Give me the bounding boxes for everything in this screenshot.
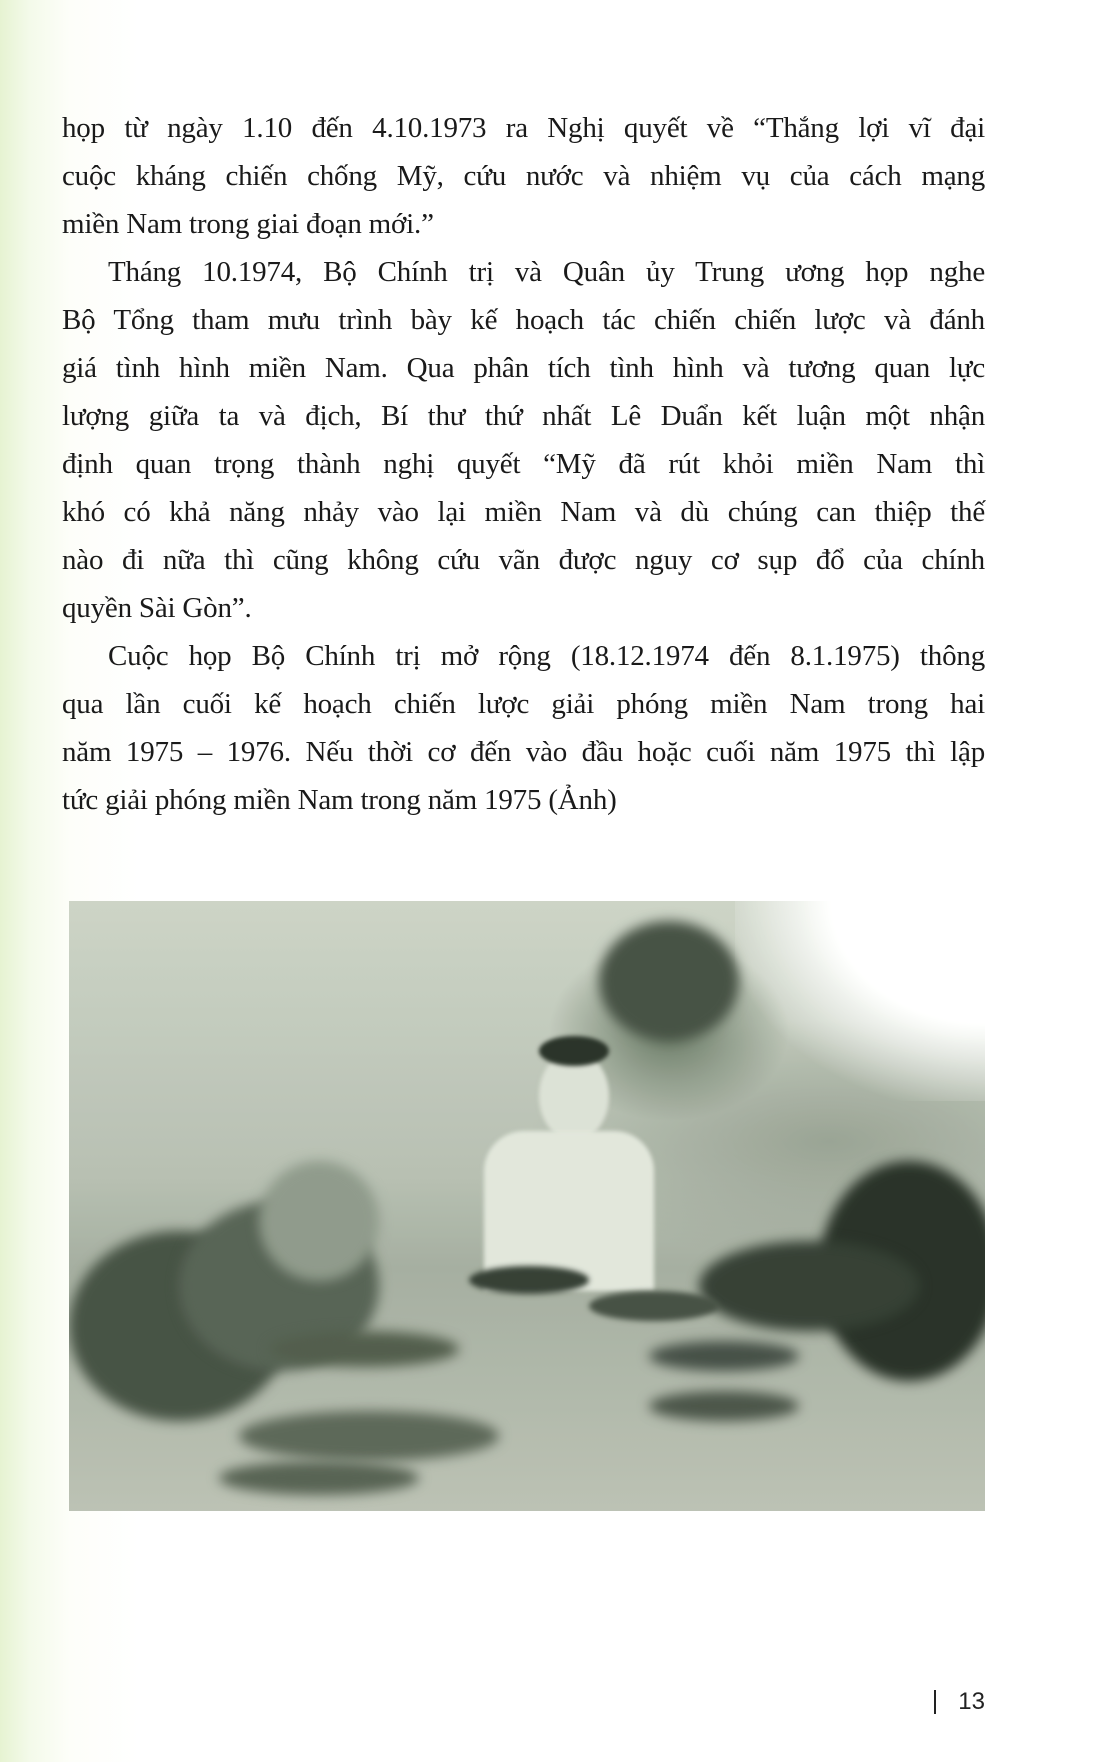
text-line: miền Nam trong giai đoạn mới.” [62, 208, 434, 240]
text-line: giá tình hình miền Nam. Qua phân tích tình hình và tương quan lực [62, 352, 985, 384]
text-line: quyền Sài Gòn”. [62, 592, 252, 624]
photo-figure [259, 1161, 379, 1281]
text-line: họp từ ngày 1.10 đến 4.10.1973 ra Nghị quyết về “Thắng lợi vĩ đại [62, 112, 985, 144]
photo-figure [599, 921, 739, 1041]
text-line: lượng giữa ta và địch, Bí thư thứ nhất Lê Duẩn kết luận một nhận [62, 400, 985, 432]
text-line: nào đi nữa thì cũng không cứu vãn được nguy cơ sụp đổ của chính [62, 544, 985, 576]
text-line: định quan trọng thành nghị quyết “Mỹ đã rút khỏi miền Nam thì [62, 448, 985, 480]
photo-corner-white [735, 901, 985, 1101]
photo-figure [649, 1341, 799, 1371]
photo-figure [269, 1331, 459, 1367]
photo-figure [239, 1411, 499, 1461]
paragraph-2 [62, 248, 985, 632]
text-line: Bộ Tổng tham mưu trình bày kế hoạch tác chiến chiến lược và đánh [62, 304, 985, 336]
page-number [934, 1688, 985, 1716]
text-line: qua lần cuối kế hoạch chiến lược giải phóng miền Nam trong hai [62, 688, 985, 720]
text-line: năm 1975 – 1976. Nếu thời cơ đến vào đầu hoặc cuối năm 1975 thì lập [62, 736, 985, 768]
text-line: cuộc kháng chiến chống Mỹ, cứu nước và nhiệm vụ của cách mạng [62, 160, 985, 192]
text-line: Tháng 10.1974, Bộ Chính trị và Quân ủy Trung ương họp nghe [108, 256, 985, 288]
text-line: Cuộc họp Bộ Chính trị mở rộng (18.12.1974 đến 8.1.1975) thông [108, 640, 985, 672]
page-number-divider [934, 1690, 936, 1714]
paragraph-3 [62, 632, 985, 824]
photo-figure [649, 1391, 799, 1421]
text-line: khó có khả năng nhảy vào lại miền Nam và dù chúng can thiệp thế [62, 496, 985, 528]
meeting-photo [69, 901, 985, 1511]
paragraph-1 [62, 104, 985, 248]
photo-figure [219, 1461, 419, 1495]
photo-figure [539, 1036, 609, 1066]
photo-figure [699, 1241, 919, 1331]
photo-figure [469, 1266, 589, 1294]
text-line: tức giải phóng miền Nam trong năm 1975 (Ảnh) [62, 784, 617, 816]
photo-figure [589, 1291, 719, 1321]
page-number-text: 13 [958, 1688, 985, 1715]
body-text [62, 104, 985, 824]
